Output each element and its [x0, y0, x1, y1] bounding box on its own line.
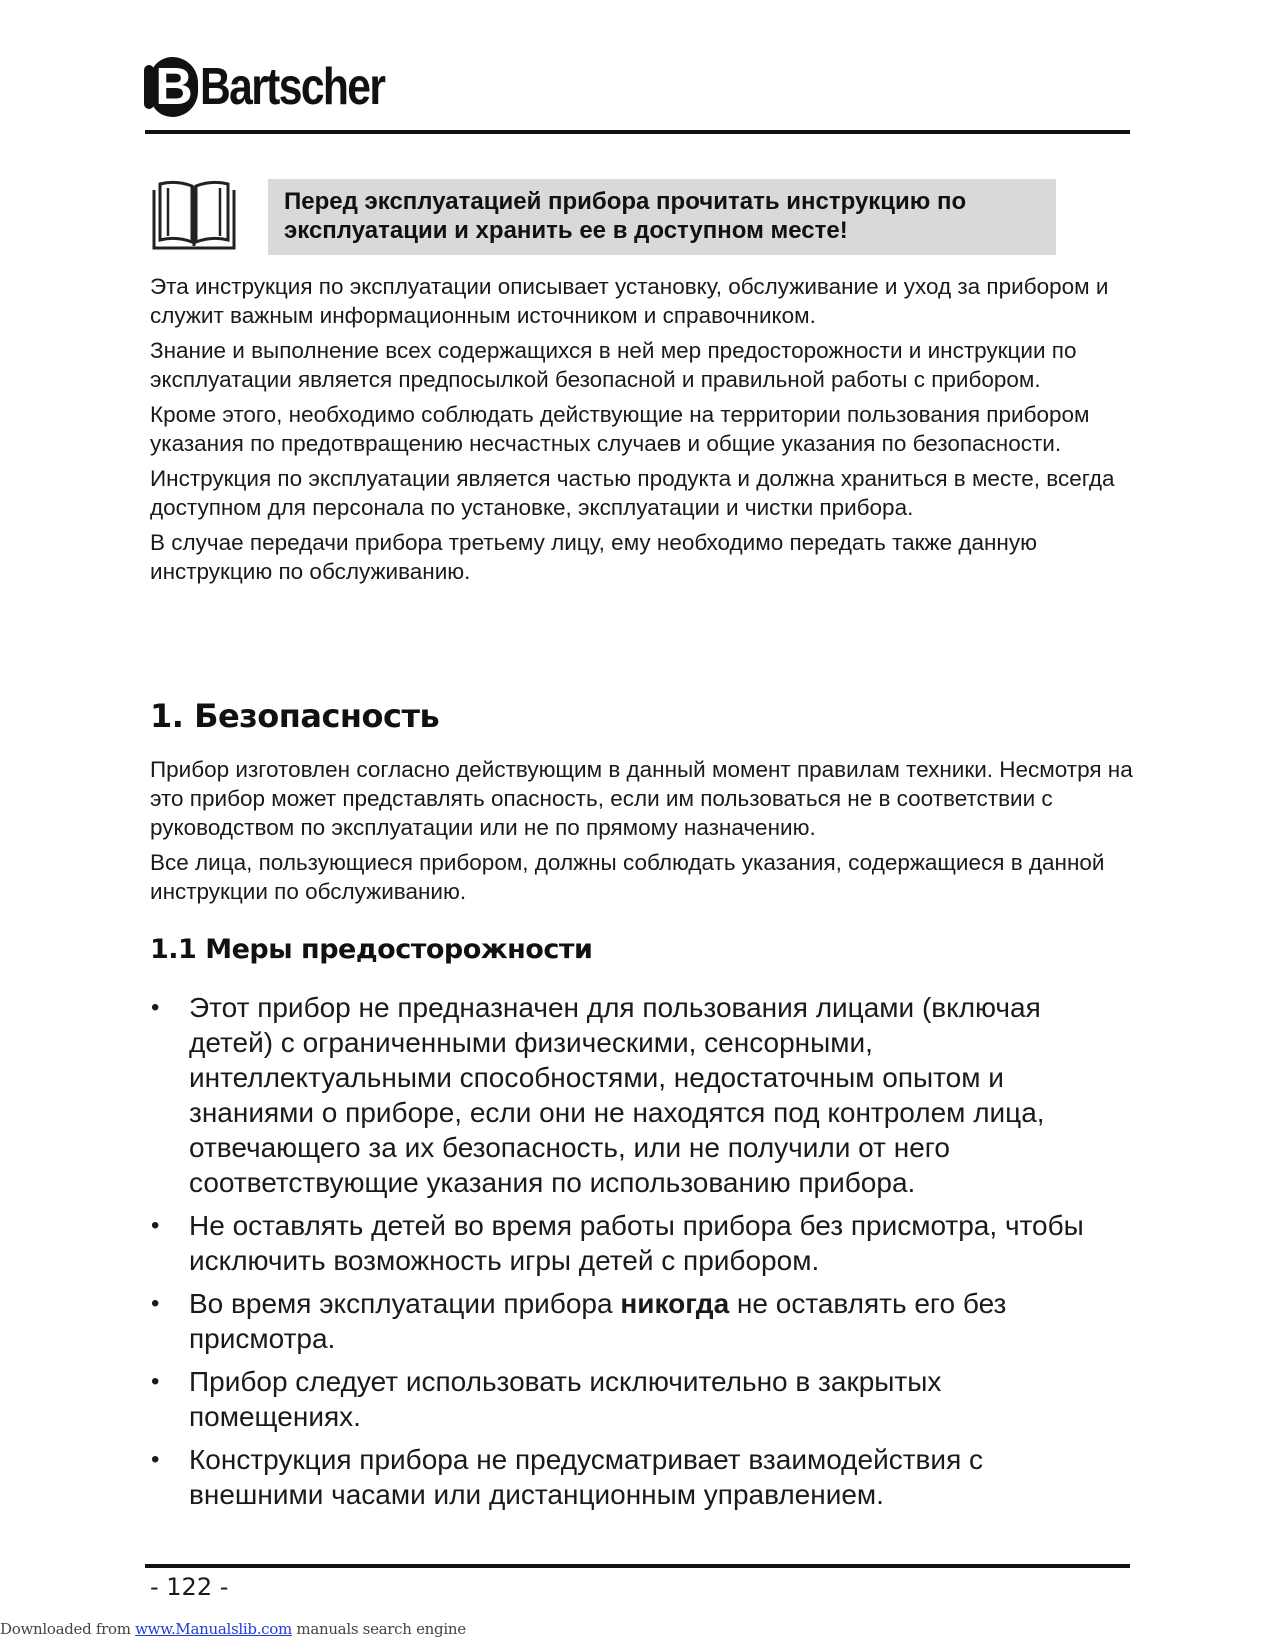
intro-paragraph: Эта инструкция по эксплуатации описывает установку, обслуживание и уход за прибором и служит важным информационным источником и справочником. — [150, 274, 1109, 328]
intro-text — [150, 272, 1140, 592]
section-heading-precautions: 1.1 Меры предосторожности — [150, 934, 593, 965]
bullet-icon: • — [151, 1290, 160, 1317]
list-item — [150, 1442, 1110, 1512]
section-heading-safety: 1. Безопасность — [150, 697, 440, 735]
footer-suffix: manuals search engine — [291, 1620, 466, 1638]
manualslib-link[interactable]: www.Manualslib.com — [135, 1620, 292, 1638]
list-item-text: Не оставлять детей во время работы прибора без присмотра, чтобы исключить возможность игры детей с прибором. — [189, 1210, 1084, 1276]
safety-paragraph: Все лица, пользующиеся прибором, должны соблюдать указания, содержащиеся в данной инструкции по обслуживанию. — [150, 850, 1105, 904]
download-footer — [0, 1620, 466, 1638]
safety-paragraph: Прибор изготовлен согласно действующим в данный момент правилам техники. Несмотря на это прибор может представлять опасность, если им пользоваться не в соответствии с руководством по эксплуатации или не по прямому назначению. — [150, 757, 1133, 840]
logo-b-mark: B — [150, 57, 198, 117]
bullet-icon: • — [151, 994, 160, 1021]
bullet-icon: • — [151, 1212, 160, 1239]
notice-line-2: эксплуатации и хранить ее в доступном месте! — [284, 217, 848, 244]
intro-paragraph: В случае передачи прибора третьему лицу, ему необходимо передать также данную инструкцию по обслуживанию. — [150, 530, 1037, 584]
list-item-text: Прибор следует использовать исключительно в закрытых помещениях. — [189, 1366, 942, 1432]
header-rule — [145, 130, 1130, 134]
list-item-text: Конструкция прибора не предусматривает взаимодействия с внешними часами или дистанционным управлением. — [189, 1444, 984, 1510]
intro-paragraph: Инструкция по эксплуатации является частью продукта и должна храниться в месте, всегда доступном для персонала по установке, эксплуатации и чистки прибора. — [150, 466, 1115, 520]
safety-text — [150, 755, 1140, 912]
list-item-text: Во время эксплуатации прибора никогда не оставлять его без присмотра. — [189, 1288, 1007, 1354]
list-item — [150, 1208, 1110, 1278]
notice-line-1: Перед эксплуатацией прибора прочитать инструкцию по — [284, 188, 967, 215]
footer-prefix: Downloaded from — [0, 1620, 136, 1638]
list-item-text: Этот прибор не предназначен для пользования лицами (включая детей) с ограниченными физическими, сенсорными, интеллектуальными способностями, недостаточным опытом и знаниями о приборе, если они не находятся под контролем лица, отвечающего за их безопасность, или не получили от него соответствующие указания по использованию прибора. — [189, 992, 1045, 1198]
logo-wordmark: Bartscher — [200, 58, 385, 116]
footer-rule — [145, 1564, 1130, 1568]
intro-paragraph: Знание и выполнение всех содержащихся в ней мер предосторожности и инструкции по эксплуатации является предпосылкой безопасной и правильной работы с прибором. — [150, 338, 1077, 392]
book-icon — [150, 178, 238, 252]
bullet-icon: • — [151, 1446, 160, 1473]
list-item — [150, 990, 1110, 1200]
precautions-list — [150, 990, 1110, 1520]
page-number: - 122 - — [150, 1573, 229, 1601]
brand-logo — [150, 52, 425, 122]
emphasis-never: никогда — [620, 1288, 730, 1319]
list-item — [150, 1286, 1110, 1356]
list-item — [150, 1364, 1110, 1434]
bullet-icon: • — [151, 1368, 160, 1395]
intro-paragraph: Кроме этого, необходимо соблюдать действующие на территории пользования прибором указания по предотвращению несчастных случаев и общие указания по безопасности. — [150, 402, 1090, 456]
read-instructions-notice — [268, 179, 1056, 255]
